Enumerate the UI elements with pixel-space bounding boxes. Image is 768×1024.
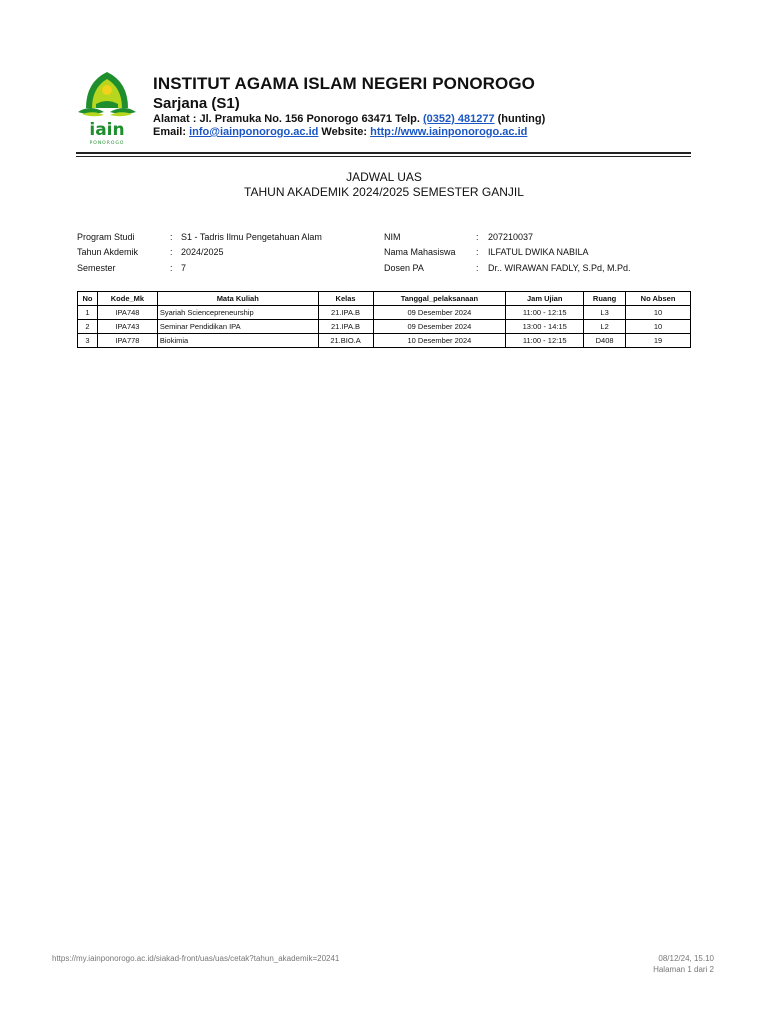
institution-contact xyxy=(153,126,527,138)
address-text: Alamat : Jl. Pramuka No. 156 Ponorogo 63471 Telp. xyxy=(153,113,420,125)
column-header: Mata Kuliah xyxy=(157,292,318,306)
table-cell: 3 xyxy=(78,334,98,348)
iain-logo xyxy=(74,68,140,146)
info-label-semester: Semester xyxy=(77,263,116,273)
institution-address xyxy=(153,113,545,125)
table-cell: 21.IPA.B xyxy=(318,306,373,320)
info-sep: : xyxy=(170,232,173,242)
logo-emblem-icon xyxy=(74,68,140,146)
table-cell: Biokimia xyxy=(157,334,318,348)
table-cell: D408 xyxy=(584,334,626,348)
table-cell: IPA748 xyxy=(97,306,157,320)
email-label: Email: xyxy=(153,126,187,138)
info-sep: : xyxy=(170,247,173,257)
print-footer-url: https://my.iainponorogo.ac.id/siakad-front/uas/uas/cetak?tahun_akademik=20241 xyxy=(52,954,340,963)
column-header: No xyxy=(78,292,98,306)
print-footer-datetime: 08/12/24, 15.10 xyxy=(658,954,714,963)
phone-link[interactable]: (0352) 481277 xyxy=(423,113,495,125)
info-value-program: S1 - Tadris Ilmu Pengetahuan Alam xyxy=(181,232,322,242)
column-header: Kode_Mk xyxy=(97,292,157,306)
info-sep: : xyxy=(476,247,479,257)
website-link[interactable]: http://www.iainponorogo.ac.id xyxy=(370,126,528,138)
info-value-advisor: Dr.. WIRAWAN FADLY, S.Pd, M.Pd. xyxy=(488,263,631,273)
table-cell: IPA778 xyxy=(97,334,157,348)
institution-level: Sarjana (S1) xyxy=(153,95,240,112)
column-header: Jam Ujian xyxy=(506,292,584,306)
column-header: Ruang xyxy=(584,292,626,306)
table-cell: 21.IPA.B xyxy=(318,320,373,334)
info-label-advisor: Dosen PA xyxy=(384,263,424,273)
header-divider-thin xyxy=(76,156,691,157)
table-cell: 09 Desember 2024 xyxy=(373,320,506,334)
table-cell: 19 xyxy=(626,334,691,348)
info-value-year: 2024/2025 xyxy=(181,247,224,257)
table-cell: 10 xyxy=(626,320,691,334)
document-subtitle: TAHUN AKADEMIK 2024/2025 SEMESTER GANJIL xyxy=(244,185,524,199)
info-label-nim: NIM xyxy=(384,232,401,242)
phone-suffix: (hunting) xyxy=(497,113,546,125)
table-cell: L3 xyxy=(584,306,626,320)
table-cell: 1 xyxy=(78,306,98,320)
logo-text: iain xyxy=(89,120,125,140)
exam-schedule-table xyxy=(77,291,691,348)
table-row xyxy=(78,334,691,348)
table-header-row xyxy=(78,292,691,306)
info-sep: : xyxy=(170,263,173,273)
table-cell: 10 Desember 2024 xyxy=(373,334,506,348)
info-value-semester: 7 xyxy=(181,263,187,273)
logo-subtext: PONOROGO xyxy=(89,141,125,146)
website-label: Website: xyxy=(321,126,368,138)
table-cell: 10 xyxy=(626,306,691,320)
info-label-student-name: Nama Mahasiswa xyxy=(384,247,456,257)
info-label-year: Tahun Akdemik xyxy=(77,247,139,257)
info-value-nim: 207210037 xyxy=(488,232,534,242)
table-cell: 11:00 - 12:15 xyxy=(506,334,584,348)
table-cell: 11:00 - 12:15 xyxy=(506,306,584,320)
table-cell: 09 Desember 2024 xyxy=(373,306,506,320)
table-row xyxy=(78,306,691,320)
column-header: No Absen xyxy=(626,292,691,306)
info-label-program: Program Studi xyxy=(77,232,135,242)
table-cell: IPA743 xyxy=(97,320,157,334)
document-title: JADWAL UAS xyxy=(346,170,422,184)
institution-name: INSTITUT AGAMA ISLAM NEGERI PONOROGO xyxy=(153,74,536,93)
info-value-student-name: ILFATUL DWIKA NABILA xyxy=(488,247,589,257)
table-cell: Syariah Sciencepreneurship xyxy=(157,306,318,320)
column-header: Kelas xyxy=(318,292,373,306)
table-cell: L2 xyxy=(584,320,626,334)
info-sep: : xyxy=(476,263,479,273)
header-divider-thick xyxy=(76,152,691,154)
print-footer-page-number: Halaman 1 dari 2 xyxy=(653,965,714,974)
table-cell: 13:00 - 14:15 xyxy=(506,320,584,334)
table-cell: 2 xyxy=(78,320,98,334)
table-row xyxy=(78,320,691,334)
table-cell: 21.BIO.A xyxy=(318,334,373,348)
table-cell: Seminar Pendidikan IPA xyxy=(157,320,318,334)
column-header: Tanggal_pelaksanaan xyxy=(373,292,506,306)
info-sep: : xyxy=(476,232,479,242)
email-link[interactable]: info@iainponorogo.ac.id xyxy=(189,126,319,138)
